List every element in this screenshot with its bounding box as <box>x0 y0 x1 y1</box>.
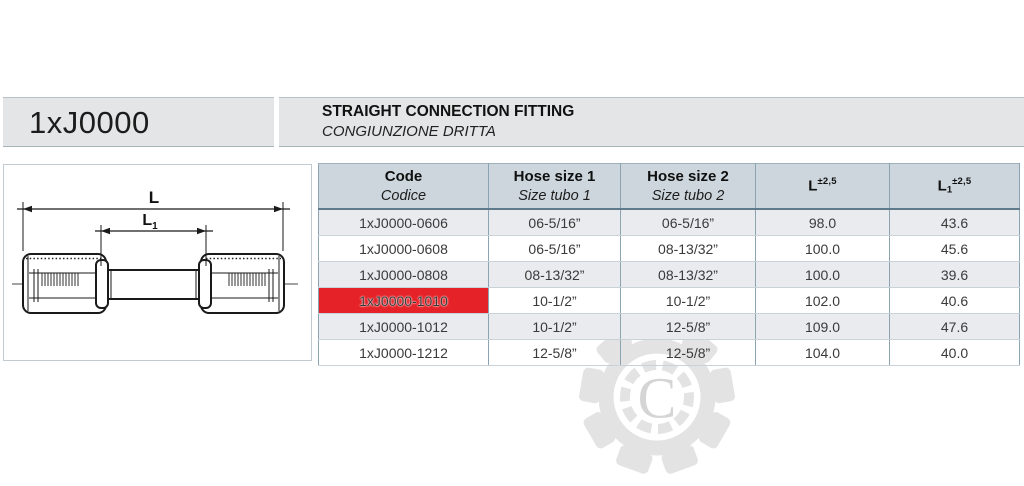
title-band-right <box>279 97 1024 147</box>
hose1-cell: 10-1/2” <box>489 314 621 340</box>
technical-drawing <box>4 165 311 360</box>
col-header-hose1: Hose size 1 Size tubo 1 <box>489 164 621 210</box>
dimension-l-label: L <box>148 188 160 207</box>
code-cell: 1xJ0000-1212 <box>319 340 489 366</box>
hose1-cell: 12-5/8” <box>489 340 621 366</box>
specs-table <box>318 163 1020 366</box>
hose2-cell: 08-13/32” <box>621 236 756 262</box>
hose1-cell: 10-1/2” <box>489 288 621 314</box>
hose2-cell: 12-5/8” <box>621 340 756 366</box>
table-row <box>319 314 1020 340</box>
title-band-left <box>3 97 274 147</box>
table-row <box>319 236 1020 262</box>
part-code: 1xJ0000 <box>29 104 150 140</box>
l1-cell: 47.6 <box>890 314 1020 340</box>
table-row <box>319 209 1020 236</box>
l1-cell: 40.6 <box>890 288 1020 314</box>
l-cell: 109.0 <box>756 314 890 340</box>
hose2-cell: 12-5/8” <box>621 314 756 340</box>
table-header-row <box>319 164 1020 210</box>
col-header-l1: $L1^{\pm 2,5}$ <box>890 164 1020 210</box>
l1-cell: 45.6 <box>890 236 1020 262</box>
col-header-code: Code Codice <box>319 164 489 210</box>
product-title-en: STRAIGHT CONNECTION FITTING <box>322 103 575 121</box>
table-row <box>319 262 1020 288</box>
code-cell: 1xJ0000-0608 <box>319 236 489 262</box>
hose1-cell: 06-5/16” <box>489 209 621 236</box>
hose2-cell: 08-13/32” <box>621 262 756 288</box>
l1-cell: 43.6 <box>890 209 1020 236</box>
l1-cell: 40.0 <box>890 340 1020 366</box>
l-cell: 102.0 <box>756 288 890 314</box>
table-row <box>319 288 1020 314</box>
center-tube <box>106 270 201 299</box>
product-title-it: CONGIUNZIONE DRITTA <box>322 123 496 141</box>
left-ferrule <box>23 254 106 313</box>
code-cell: 1xJ0000-1012 <box>319 314 489 340</box>
l-cell: 100.0 <box>756 236 890 262</box>
hose2-cell: 10-1/2” <box>621 288 756 314</box>
l-cell: 98.0 <box>756 209 890 236</box>
technical-drawing-panel <box>3 164 312 361</box>
code-cell: 1xJ0000-0606 <box>319 209 489 236</box>
col-header-hose2: Hose size 2 Size tubo 2 <box>621 164 756 210</box>
hose2-cell: 06-5/16” <box>621 209 756 236</box>
right-ferrule <box>201 254 284 313</box>
l-cell: 104.0 <box>756 340 890 366</box>
code-cell: 1xJ0000-0808 <box>319 262 489 288</box>
watermark-letter: C <box>637 365 677 431</box>
l1-cell: 39.6 <box>890 262 1020 288</box>
dimension-l1-label: $L_1$ <box>142 212 158 232</box>
hose1-cell: 08-13/32” <box>489 262 621 288</box>
col-header-l: $L^{\pm 2,5}$ <box>756 164 890 210</box>
hose1-cell: 06-5/16” <box>489 236 621 262</box>
right-crimp-bead <box>199 260 211 308</box>
table-row <box>319 340 1020 366</box>
code-cell-highlighted[interactable]: 1xJ0000-1010 <box>319 288 489 314</box>
l-cell: 100.0 <box>756 262 890 288</box>
left-crimp-bead <box>96 260 108 308</box>
